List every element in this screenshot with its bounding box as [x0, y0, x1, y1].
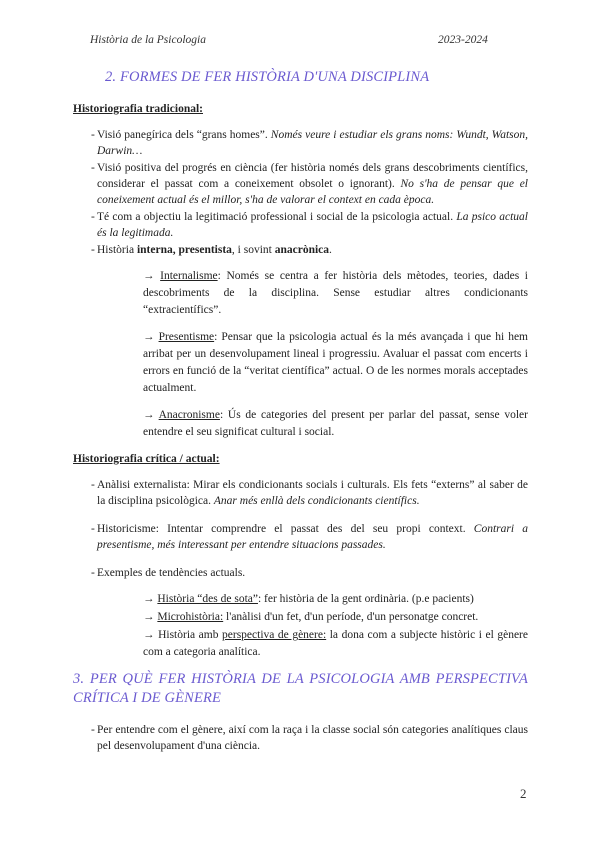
header-year: 2023-2024 — [438, 34, 488, 46]
critical-list — [73, 477, 528, 581]
list-item: - Anàlisi externalista: Mirar els condicionants socials i culturals. Els fets “externs” al saber de la disciplina psicològica. Anar més enllà dels condicionants científics. — [73, 477, 528, 509]
list-item: - Visió panegírica dels “grans homes”. Només veure i estudiar els grans noms: Wundt, Watson, Darwin… — [73, 127, 528, 159]
heading-critical-historiography: Historiografia crítica / actual: — [73, 453, 220, 465]
list-item: - Historicisme: Intentar comprendre el passat des del seu propi context. Contrari a presentisme, més interessant per entendre situacions passades. — [73, 521, 528, 553]
list-item: - Exemples de tendències actuals. — [73, 565, 528, 581]
definition-internalism: → Internalisme: Només se centra a fer història dels mètodes, teories, dades i descobriments de la disciplina. Sense estudiar altres condicionants “extracientífics”. — [143, 270, 529, 316]
definition-anachronism: → Anacronisme: Ús de categories del present per parlar del passat, sense voler entendre el seu significat cultural i social. — [143, 409, 528, 438]
example-history-from-below: → Història “des de sota”: fer història de la gent ordinària. (p.e pacients) — [143, 593, 474, 605]
list-item: - Visió positiva del progrés en ciència (fer història només dels grans descobriments científics, considerar el passat com a coneixement obsolet o ignorant). No s'ha de pensar que el coneixement actual és el millor, s'ha de valorar el context en cada època. — [73, 160, 528, 208]
header-course-title: Història de la Psicologia — [90, 34, 206, 46]
list-item: - Té com a objectiu la legitimació professional i social de la psicologia actual. La psico actual és la legitimada. — [73, 209, 528, 241]
list-item: - Per entendre com el gènere, així com la raça i la classe social són categories analítiques claus pel desenvolupament d'una ciència. — [73, 722, 528, 754]
list-item: - Història interna, presentista, i sovint anacrònica. — [73, 242, 528, 258]
traditional-list — [73, 127, 528, 258]
page-content — [73, 68, 528, 758]
section-3-list — [73, 722, 528, 754]
page-number: 2 — [520, 786, 527, 801]
example-microhistory: → Microhistòria: l'anàlisi d'un fet, d'un període, d'un personatge concret. — [143, 611, 479, 623]
section-2-title: 2. FORMES DE FER HISTÒRIA D'UNA DISCIPLINA — [105, 69, 430, 85]
traditional-subpoints — [143, 268, 528, 441]
example-gender-perspective: → Història amb perspectiva de gènere: la dona com a subjecte històric i el gènere com a categoria analítica. — [143, 629, 528, 658]
definition-presentism: → Presentisme: Pensar que la psicologia actual és la més avançada i que hi hem arribat per un desenvolupament lineal i progressiu. Avaluar el passat com encerts i errors en funció de la “veritat científica” actual. O de les normes morals acceptades actualment. — [143, 331, 529, 394]
section-3-title: 3. PER QUÈ FER HISTÒRIA DE LA PSICOLOGIA AMB PERSPECTIVA CRÍTICA I DE GÈNERE — [73, 671, 528, 706]
trend-examples — [143, 591, 528, 661]
heading-traditional-historiography: Historiografia tradicional: — [73, 103, 203, 115]
